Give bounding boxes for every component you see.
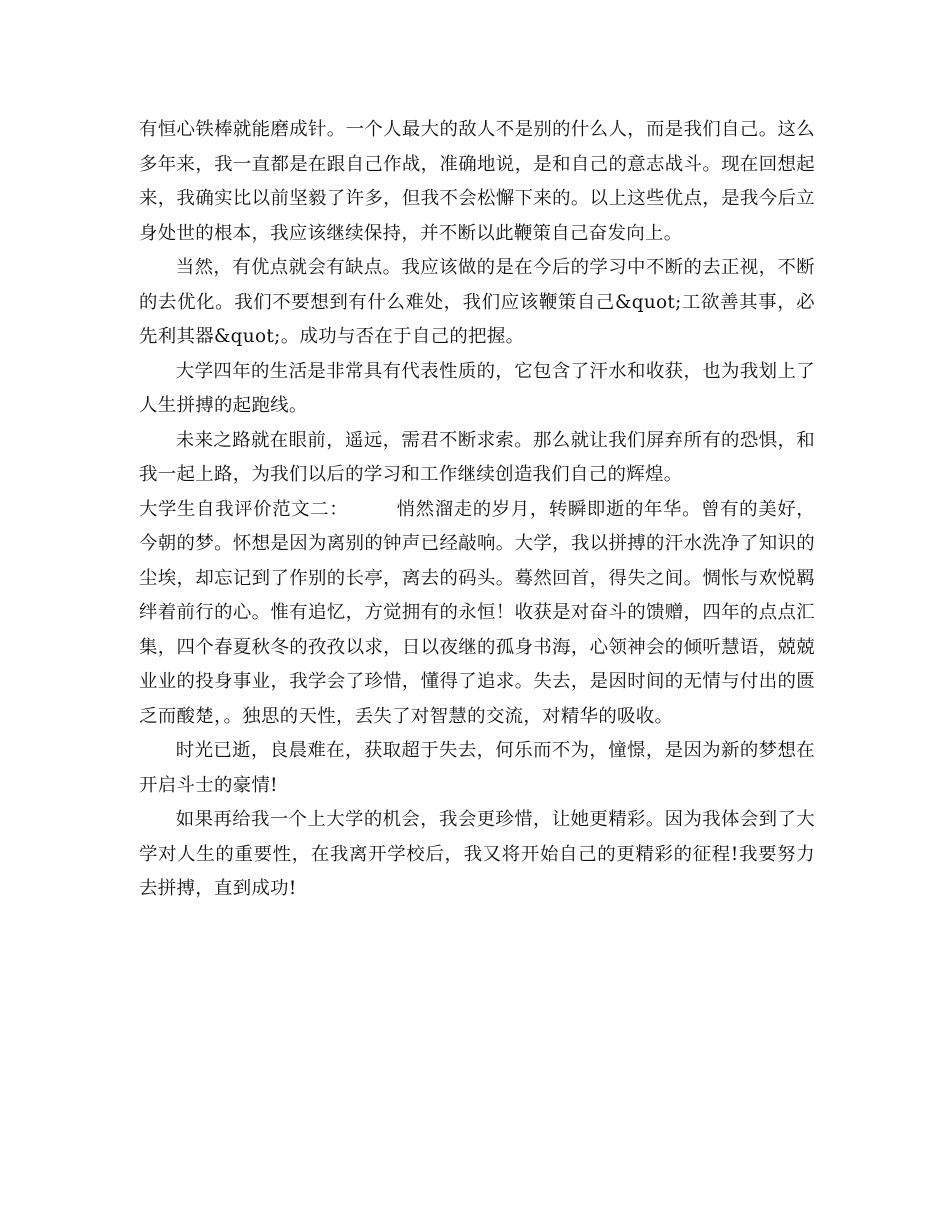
sample-two-body: 悄然溜走的岁月，转瞬即逝的年华。曾有的美好，今朝的梦。怀想是因为离别的钟声已经敲响。大学，我以拼搏的汗水洗净了知识的尘埃，却忘记到了作别的长亭，离去的码头。蓦然回首，得失之间。惆怅与欢悦羁绊着前行的心。惟有追忆，方觉拥有的永恒！收获是对奋斗的馈赠，四年的点点汇集，四个春夏秋冬的孜孜以求，日以夜继的孤身书海，心领神会的倾听慧语，兢兢业业的投身事业，我学会了珍惜，懂得了追求。失去，是因时间的无情与付出的匮乏而酸楚，。独思的天性，丢失了对智慧的交流，对精华的吸收。 (139, 498, 816, 727)
paragraph-future-road: 未来之路就在眼前，遥远，需君不断求索。那么就让我们屏弃所有的恐惧，和我一起上路，为我们以后的学习和工作继续创造我们自己的辉煌。 (139, 429, 815, 485)
section-heading-sample-two: 大学生自我评价范文二： (139, 498, 349, 520)
paragraph-time-passed: 时光已逝，良晨难在，获取超于失去，何乐而不为，憧憬，是因为新的梦想在开启斗士的豪情! (139, 740, 815, 796)
paragraph-university-life: 大学四年的生活是非常具有代表性质的，它包含了汗水和收获，也为我划上了人生拼搏的起跑线。 (139, 360, 815, 416)
paragraph-sample-two (139, 493, 815, 735)
paragraph-perseverance: 有恒心铁棒就能磨成针。一个人最大的敌人不是别的什么人，而是我们自己。这么多年来，我一直都是在跟自己作战，准确地说，是和自己的意志战斗。现在回想起来，我确实比以前坚毅了许多，但我不会松懈下来的。以上这些优点，是我今后立身处世的根本，我应该继续保持，并不断以此鞭策自己奋发向上。 (139, 119, 815, 244)
paragraph-another-chance: 如果再给我一个上大学的机会，我会更珍惜，让她更精彩。因为我体会到了大学对人生的重要性，在我离开学校后，我又将开始自己的更精彩的征程!我要努力去拼搏，直到成功! (139, 809, 815, 899)
paragraph-shortcomings: 当然，有优点就会有缺点。我应该做的是在今后的学习中不断的去正视，不断的去优化。我们不要想到有什么难处，我们应该鞭策自己&quot;工欲善其事，必先利其器&quot;。成功与否在于自己的把握。 (139, 257, 815, 347)
document-page (139, 113, 815, 907)
